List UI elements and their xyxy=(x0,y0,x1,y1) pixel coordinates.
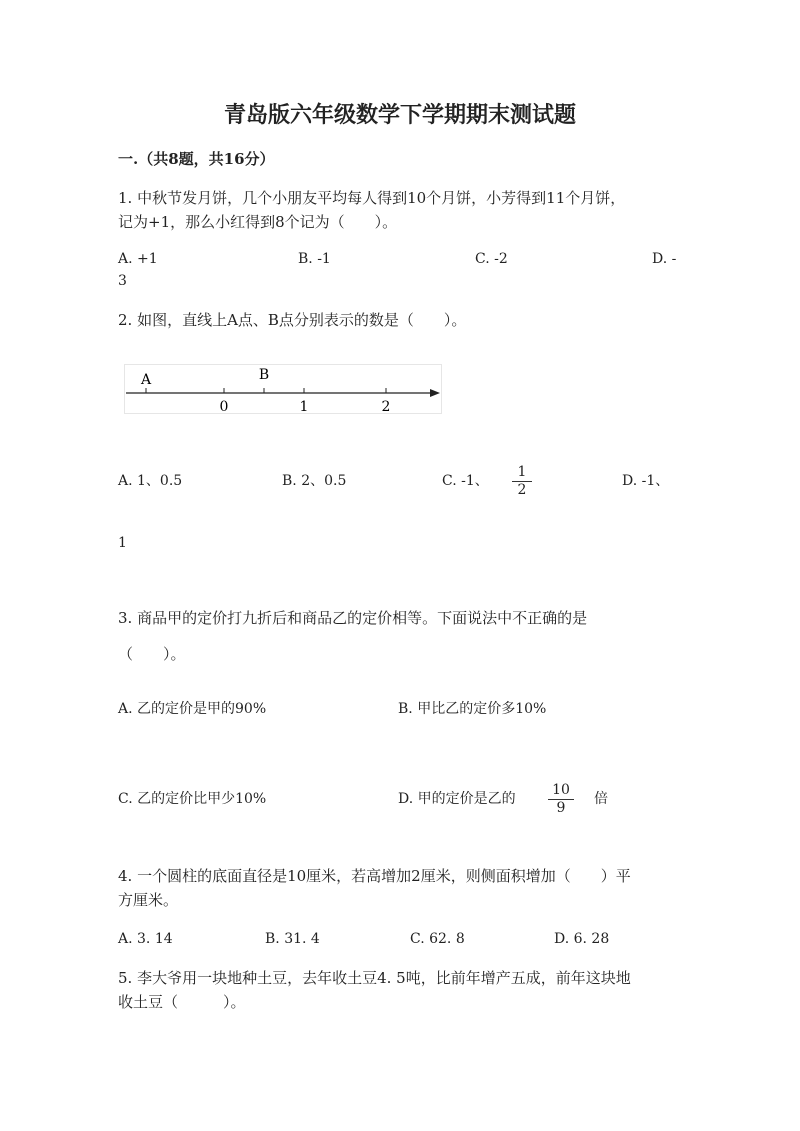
question-3-line-1: 3. 商品甲的定价打九折后和商品乙的定价相等。下面说法中不正确的是 xyxy=(118,609,588,627)
question-4-line-1: 4. 一个圆柱的底面直径是10厘米，若高增加2厘米，则侧面积增加（ ）平 xyxy=(118,867,631,885)
tick-label-1: 1 xyxy=(299,399,309,414)
question-4-line-2: 方厘米。 xyxy=(118,891,179,909)
question-1-option-c: C. -2 xyxy=(475,251,508,267)
question-2-option-a: A. 1、0.5 xyxy=(118,473,183,489)
tick-label-2: 2 xyxy=(381,399,391,414)
question-4-option-d: D. 6. 28 xyxy=(554,931,610,947)
question-5-line-1: 5. 李大爷用一块地种土豆，去年收土豆4. 5吨，比前年增产五成，前年这块地 xyxy=(118,969,631,987)
question-1-option-a: A. +1 xyxy=(118,251,158,267)
question-3-option-b: B. 甲比乙的定价多10% xyxy=(398,701,547,717)
fraction-numerator: 1 xyxy=(517,464,527,480)
question-5-line-2: 收土豆（ ）。 xyxy=(118,993,246,1011)
fraction-denominator: 2 xyxy=(517,482,527,498)
question-4-option-c: C. 62. 8 xyxy=(410,931,465,947)
tick-label-0: 0 xyxy=(219,399,229,414)
question-3-option-d: D. 甲的定价是乙的 xyxy=(398,791,516,807)
question-2-option-d-wrap: 1 xyxy=(118,535,127,551)
arrow-head-icon xyxy=(430,389,440,397)
number-line-figure xyxy=(124,364,442,414)
question-2-option-c: C. -1、 xyxy=(442,473,489,489)
question-3-option-a: A. 乙的定价是甲的90% xyxy=(118,701,267,717)
page-title: 青岛版六年级数学下学期期末测试题 xyxy=(223,102,576,128)
question-4-option-a: A. 3. 14 xyxy=(118,931,173,947)
question-3-line-2: （ ）。 xyxy=(118,645,186,663)
fraction-denominator: 9 xyxy=(556,800,566,816)
question-1-option-b: B. -1 xyxy=(298,251,331,267)
fraction-numerator: 10 xyxy=(552,782,570,798)
question-2-option-c-fraction xyxy=(512,465,532,498)
question-4-option-b: B. 31. 4 xyxy=(265,931,320,947)
question-2-option-d: D. -1、 xyxy=(622,473,670,489)
question-3-option-d-suffix: 倍 xyxy=(594,791,608,807)
point-label-a: A xyxy=(140,372,152,388)
question-1-option-d-wrap: 3 xyxy=(118,273,127,289)
question-1-option-d: D. - xyxy=(652,251,677,267)
question-3-option-d-fraction xyxy=(548,783,574,816)
question-3-option-c: C. 乙的定价比甲少10% xyxy=(118,791,267,807)
figure-border xyxy=(125,365,442,414)
point-label-b: B xyxy=(258,367,270,383)
question-2-line-1: 2. 如图，直线上A点、B点分别表示的数是（ ）。 xyxy=(118,311,467,329)
section-heading: 一.（共8题，共16分） xyxy=(118,150,275,168)
question-2-option-b: B. 2、0.5 xyxy=(282,473,347,489)
question-1-line-1: 1. 中秋节发月饼，几个小朋友平均每人得到10个月饼，小芳得到11个月饼， xyxy=(118,189,626,207)
question-1-line-2: 记为+1，那么小红得到8个记为（ ）。 xyxy=(118,213,398,231)
